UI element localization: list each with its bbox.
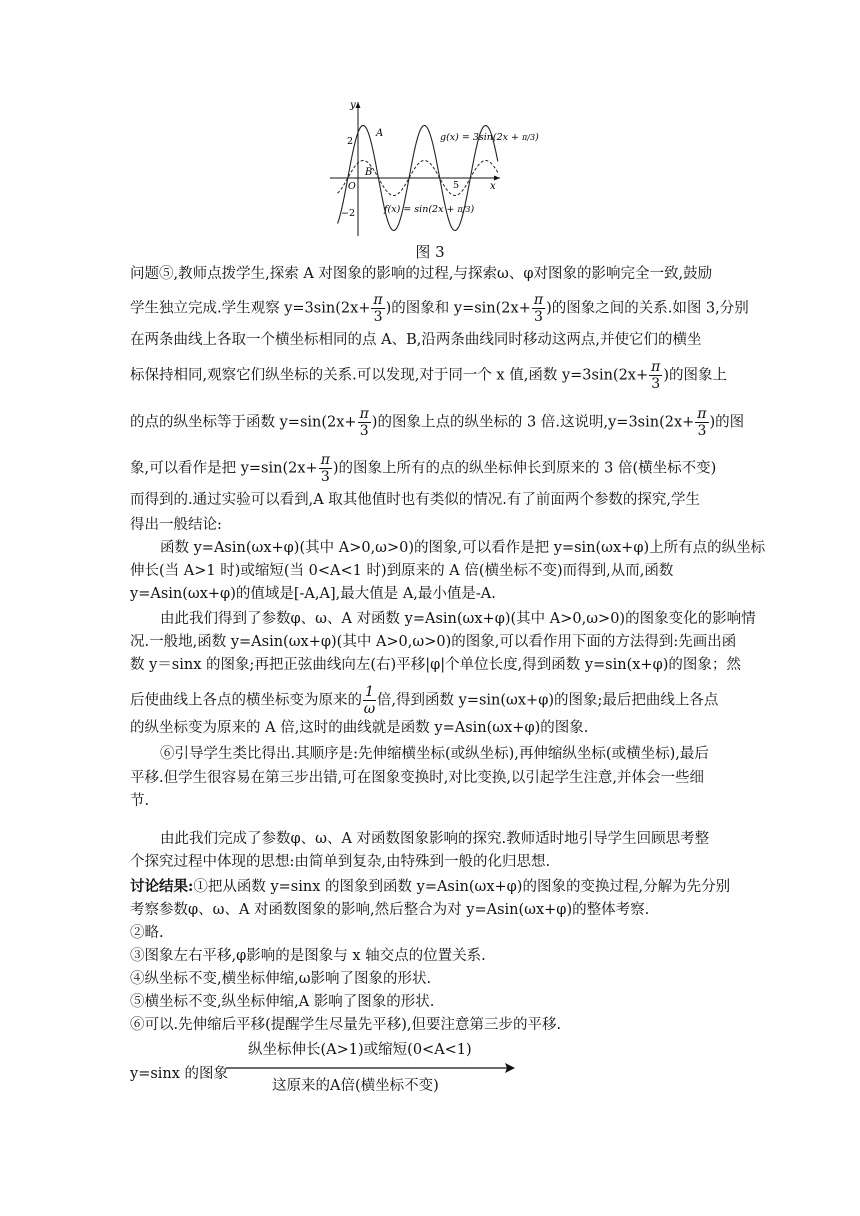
- x-axis-arrow-icon: [494, 176, 500, 181]
- pi-over-3-fraction: $\frac{\pi}{3}$: [533, 292, 544, 325]
- discussion-item-3: ③图象左右平移,φ影响的是图象与 x 轴交点的位置关系.: [130, 948, 486, 964]
- discussion-item-5: ⑤横坐标不变,纵坐标伸缩,A 影响了图象的形状.: [130, 994, 435, 1010]
- p2-line-1: 函数 y=Asin(ωx+φ)(其中 A>0,ω>0)的图象,可以看作是把 y=sin(ωx+φ)上所有点的纵坐标: [160, 540, 766, 556]
- tick-label-5: 5: [453, 180, 460, 191]
- p3-line-1: 由此我们得到了参数φ、ω、A 对函数 y=Asin(ωx+φ)(其中 A>0,ω>0)的图象变化的影响情: [160, 611, 756, 627]
- figure-caption: 图 3: [415, 243, 445, 261]
- p3-line-2: 况.一般地,函数 y=Asin(ωx+φ)(其中 A>0,ω>0)的图象,可以看作用下面的方法得到:先画出函: [130, 634, 737, 650]
- tick-label-neg2: −2: [341, 208, 356, 219]
- discussion-item-1: ①把从函数 y=sinx 的图象到函数 y=Asin(ωx+φ)的图象的变换过程,分解为先分别: [193, 879, 731, 895]
- p1-line-5b: )的图象上点的纵坐标的 3 倍.这说明,y=3sin(2x+: [371, 414, 695, 431]
- p3-line-5: 的纵坐标变为原来的 A 倍,这时的曲线就是函数 y=Asin(ωx+φ)的图象.: [130, 720, 589, 736]
- pi-over-3-fraction: $\frac{\pi}{3}$: [373, 292, 383, 325]
- p3-line-4b: 倍,得到函数 y=sin(ωx+φ)的图象;最后把曲线上各点: [376, 692, 719, 709]
- p1-line-2: [130, 292, 749, 325]
- one-over-omega-fraction: $\frac{1}{\omega}$: [363, 684, 376, 717]
- transform-above-label: 纵坐标伸长(A>1)或缩短(0<A<1): [248, 1042, 472, 1058]
- p1-line-6a: 象,可以看作是把 y=sin(2x+: [130, 460, 318, 477]
- origin-label: O: [348, 181, 356, 192]
- p1-line-3: 在两条曲线上各取一个横坐标相同的点 A、B,沿两条曲线同时移动这两点,并使它们的横坐: [130, 332, 702, 348]
- p1-line-6: [130, 452, 716, 485]
- p1-line-2a: 学生独立完成.学生观察 y=3sin(2x+: [130, 300, 371, 317]
- p1-line-6b: )的图象上所有的点的纵坐标伸长到原来的 3 倍(横坐标不变): [332, 460, 717, 477]
- p3-line-3: 数 y＝sinx 的图象;再把正弦曲线向左(右)平移|φ|个单位长度,得到函数 y=sin(x+φ)的图象；然: [130, 657, 741, 673]
- p4-line-3: 节.: [130, 793, 150, 809]
- p5-line-1: 由此我们完成了参数φ、ω、A 对函数图象影响的探究.教师适时地引导学生回顾思考整: [160, 831, 710, 847]
- p1-line-5c: )的图: [709, 414, 745, 431]
- p4-line-1: ⑥引导学生类比得出.其顺序是:先伸缩横坐标(或纵坐标),再伸缩纵坐标(或横坐标),最后: [160, 746, 709, 762]
- p1-line-4: [130, 359, 727, 392]
- discussion-item-2: ②略.: [130, 925, 164, 941]
- transform-source: y=sinx 的图象: [130, 1066, 229, 1082]
- g-function-label: g(x) = 3sin(2x + π/3): [440, 132, 539, 143]
- point-b-label: B: [365, 167, 373, 178]
- pi-over-3-fraction: $\frac{\pi}{3}$: [320, 452, 330, 485]
- pi-over-3-fraction: $\frac{\pi}{3}$: [651, 359, 661, 392]
- discussion-item-4: ④纵坐标不变,横坐标伸缩,ω影响了图象的形状.: [130, 971, 432, 987]
- p1-line-5a: 的点的纵坐标等于函数 y=sin(2x+: [130, 414, 357, 431]
- p1-line-4b: )的图象上: [663, 367, 728, 384]
- p3-line-4a: 后使曲线上各点的横坐标变为原来的: [130, 692, 362, 709]
- point-a-label: A: [376, 128, 384, 139]
- discussion-label: 讨论结果:: [130, 878, 194, 895]
- f-function-label: f(x) = sin(2x + π/3): [384, 204, 475, 215]
- p2-line-2: 伸长(当 A>1 时)或缩短(当 0<A<1 时)到原来的 A 倍(横坐标不变)而得到,从而,函数: [130, 563, 674, 579]
- discussion-line-1: [130, 877, 730, 897]
- p3-line-4: [130, 684, 718, 717]
- p1-line-2c: )的图象之间的关系.如图 3,分别: [546, 300, 749, 317]
- p1-line-1: 问题⑤,教师点拨学生,探索 A 对图象的影响的过程,与探索ω、φ对图象的影响完全一致,鼓励: [130, 266, 713, 282]
- discussion-item-6: ⑥可以.先伸缩后平移(提醒学生尽量先平移),但要注意第三步的平移.: [130, 1017, 562, 1033]
- p1-line-4a: 标保持相同,观察它们纵坐标的关系.可以发现,对于同一个 x 值,函数 y=3sin(2x+: [130, 367, 649, 384]
- discussion-line-2: 考察参数φ、ω、A 对函数图象的影响,然后整合为对 y=Asin(ωx+φ)的整体考察.: [130, 902, 650, 918]
- tick-label-2: 2: [347, 136, 354, 147]
- p1-line-8: 得出一般结论:: [130, 517, 222, 533]
- p1-line-5: [130, 406, 744, 439]
- pi-over-3-fraction: $\frac{\pi}{3}$: [697, 406, 707, 439]
- p2-line-3: y=Asin(ωx+φ)的值域是[-A,A],最大值是 A,最小值是-A.: [130, 586, 496, 602]
- pi-over-3-fraction: $\frac{\pi}{3}$: [359, 406, 369, 439]
- x-axis-label: x: [490, 181, 496, 192]
- y-axis-label: y: [350, 100, 356, 111]
- p4-line-2: 平移.但学生很容易在第三步出错,可在图象变换时,对比变换,以引起学生注意,并体会一些细: [130, 770, 705, 786]
- p5-line-2: 个探究过程中体现的思想:由简单到复杂,由特殊到一般的化归思想.: [130, 854, 551, 870]
- p1-line-2b: )的图象和 y=sin(2x+: [385, 300, 531, 317]
- y-axis-arrow-icon: [356, 102, 361, 108]
- transform-below-label: 这原来的A倍(横坐标不变): [272, 1078, 439, 1094]
- p1-line-7: 而得到的.通过实验可以看到,A 取其他值时也有类似的情况.有了前面两个参数的探究,学生: [130, 492, 701, 508]
- figure-3-sine-graph: [330, 96, 539, 236]
